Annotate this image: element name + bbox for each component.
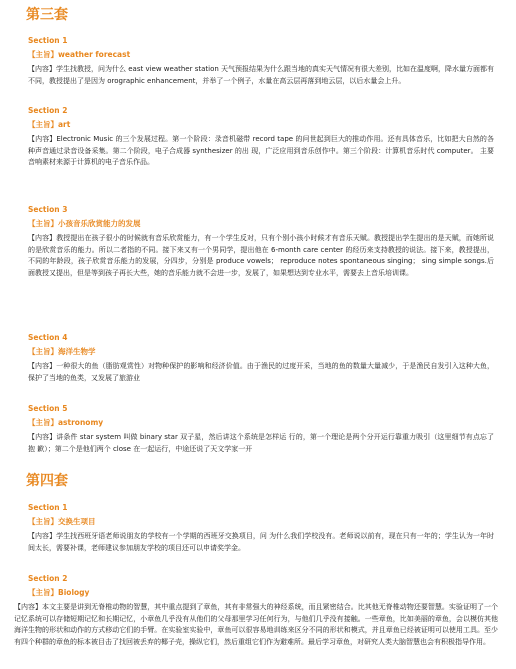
section-content: 【内容】本文主要是讲到无脊椎动物的智慧，其中重点提到了章鱼，其有非常强大的神经系统，而且紧密结合。比其他无脊椎动物还要智慧。实验证明了一个记忆系统可以存储短期记忆和长期记忆，小章鱼几乎没有从他们的父母那里学习任何行为，与他们几乎没有接触。一些章鱼，比如美丽的章鱼，会以模仿其他海洋生物的形状和动作的方式移动它们的手臂。在实验室实验中，章鱼可以很容易地训练来区分不同的形状和模式，并且章鱼已经被证明可以使用工具。至少有四个种群的章鱼的标本被目击了找回被丢弃的椰子壳，操纵它们，然后重组它们作为避难所。最后学习章鱼，对研究人类大脑智慧也会有积极指导作用。 bbox=[14, 603, 498, 646]
section-topic: 【主旨】交换生项目 bbox=[28, 517, 96, 526]
section-topic: 【主旨】小孩音乐欣赏能力的发展 bbox=[28, 219, 141, 228]
set4-section-1 bbox=[28, 503, 494, 554]
section-label: Section 3 bbox=[28, 205, 68, 214]
set3-section-5 bbox=[28, 404, 494, 455]
section-topic: 【主旨】weather forecast bbox=[28, 50, 131, 59]
section-content: 【内容】一种很大的鱼（脂肪观赏性）对物种保护的影响和经济价值。由于渔民的过度开采，当地的鱼的数量大量减少，于是渔民自发引入这种大鱼，保护了当地的鱼类，又发展了旅游业 bbox=[28, 362, 494, 382]
section-label: Section 1 bbox=[28, 503, 68, 512]
section-topic: 【主旨】art bbox=[28, 120, 71, 129]
set3-section-4 bbox=[28, 333, 494, 384]
section-topic: 【主旨】astronomy bbox=[28, 418, 104, 427]
section-label: Section 2 bbox=[28, 574, 68, 583]
set4-section-2 bbox=[14, 574, 498, 648]
section-topic: 【主旨】Biology bbox=[28, 588, 90, 597]
set-3-title: 第三套 bbox=[26, 7, 68, 23]
section-label: Section 2 bbox=[28, 106, 68, 115]
section-label: Section 4 bbox=[28, 333, 68, 342]
section-content: 【内容】Electronic Music 的三个发展过程。第一个阶段：录音机磁带 record tape 的问世起到巨大的推动作用。还有具体音乐，比如把大自然的各 种声音通过录音设备采集。第二个阶段，电子合成器 synthesizer 的出 现，广泛应用到音乐创作中。第三个阶段：计算机音乐时代 computer。 主要音响素材来源于计算机的电子音乐作品。 bbox=[28, 135, 494, 167]
set3-section-3 bbox=[28, 205, 494, 279]
section-topic: 【主旨】海洋生物学 bbox=[28, 347, 96, 356]
set-4-title: 第四套 bbox=[26, 473, 68, 489]
section-content: 【内容】学生找教授，问为什么 east view weather station 天气预报结果为什么跟当地的真实天气情况有很大差别，比如在温度啊，降水量方面都有不同，教授提出了是因为 orographic enhancement，并举了一个例子，水量在高云层再落到地云层，以后水量会上升。 bbox=[28, 65, 495, 85]
section-label: Section 5 bbox=[28, 404, 68, 413]
section-content: 【内容】学生找西班牙语老师说朋友的学校有一个学期的西班牙交换项目，问 为什么我们学校没有。老师说以前有，现在只有一年的；学生认为一年时间太长，需要补课，老师建议参加朋友学校的项目还可以申请奖学金。 bbox=[28, 532, 494, 552]
section-label: Section 1 bbox=[28, 36, 68, 45]
set3-section-2 bbox=[28, 106, 494, 169]
section-content: 【内容】教授提出在孩子很小的时候就有音乐欣赏能力，有一个学生反对，只有个别小孩小时候才有音乐天赋。教授提出学生提出的是天赋，而她所说的是欣赏音乐的能力。所以二者指的不同。接下来又有一个男同学，提出他在 6-month care center 的经历来支持教授的说法。接下来，教授提出，不同的年龄段，孩子欣赏音乐能力的发展，分四步，分别是 produce vowels； reproduce notes spontaneous singing； sing simple songs.后面教授又提出，但是等到孩子再长大些，她的音乐能力就不会进一步，发展了，如果想达到专业水平，需要去上音乐培训课。 bbox=[28, 234, 494, 277]
set3-section-1 bbox=[28, 36, 494, 87]
section-content: 【内容】讲条件 star system 叫做 binary star 双子星，然后讲这个系统是怎样运 行的，第一个理论是两个分开运行靠重力吸引（这里细节有点忘了抱 歉）；第二个是他们两个 close 在一起运行，中途还说了天文学家一开 bbox=[28, 433, 494, 453]
